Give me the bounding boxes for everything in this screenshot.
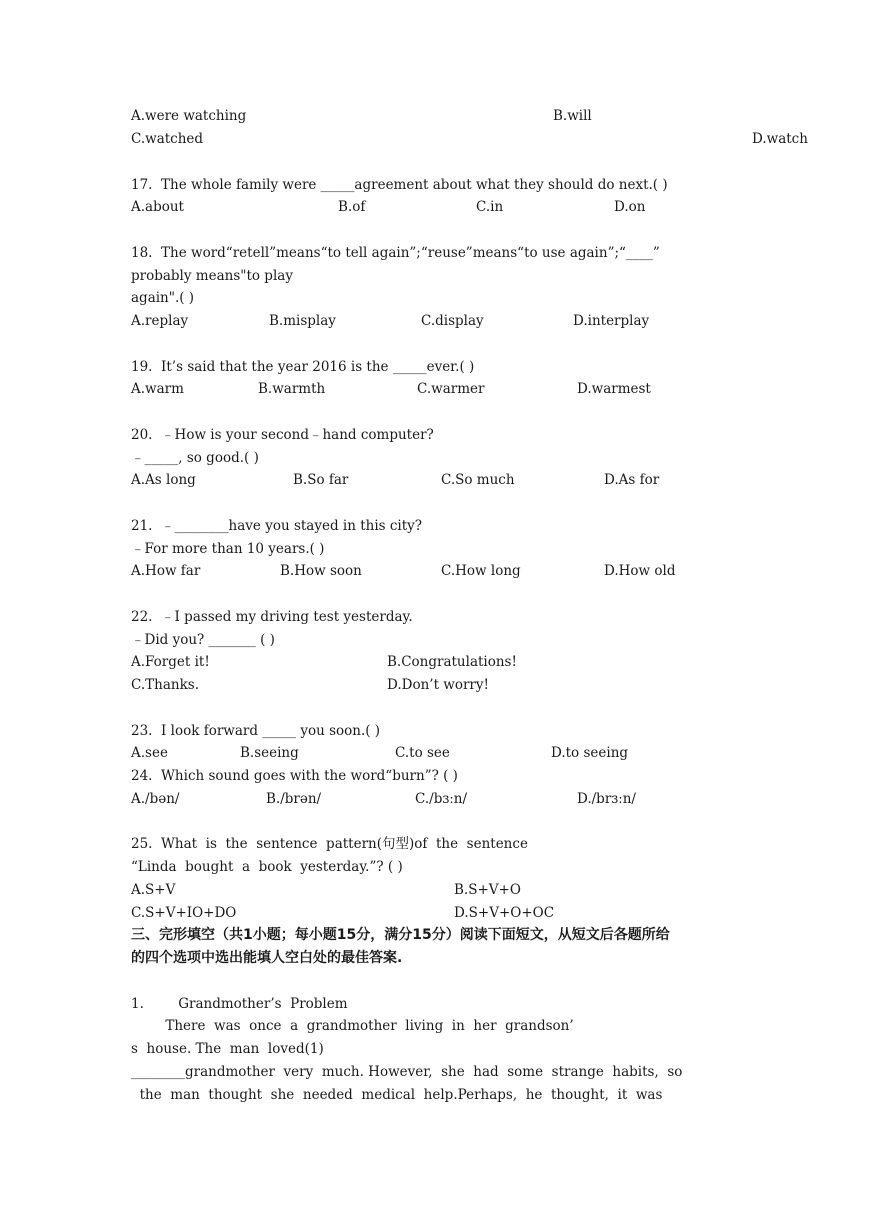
- q22-stem-line1: 22. ﹣I passed my driving test yesterday.: [131, 609, 413, 625]
- q18-stem-line3: again".( ): [131, 290, 195, 306]
- q16-option-c: C.watched: [131, 131, 204, 147]
- q19-option-d: D.warmest: [577, 381, 651, 397]
- q25-option-d: D.S+V+O+OC: [454, 905, 555, 921]
- q18-stem-line2: probably means"to play: [131, 268, 293, 284]
- q24-option-d: D./brɜːn/: [577, 791, 636, 807]
- q21-stem-line2: ﹣For more than 10 years.( ): [131, 541, 325, 557]
- q17-option-b: B.of: [338, 199, 366, 215]
- section-heading-line1: 三、完形填空（共1小题；每小题15分，满分15分）阅读下面短文，从短文后各题所给: [131, 927, 670, 943]
- q18-option-a: A.replay: [131, 313, 189, 329]
- q16-option-b: B.will: [553, 108, 592, 124]
- q20-option-a: A.As long: [131, 472, 196, 488]
- q20-option-d: D.As for: [604, 472, 660, 488]
- q17-option-c: C.in: [476, 199, 504, 215]
- q20-stem-line1: 20. ﹣How is your second﹣hand computer?: [131, 427, 434, 443]
- q25-option-b: B.S+V+O: [454, 882, 521, 898]
- q16-option-a: A.were watching: [131, 108, 247, 124]
- q22-stem-line2: ﹣Did you? _______ ( ): [131, 632, 275, 648]
- passage-title: 1. Grandmother’s Problem: [131, 996, 348, 1012]
- q20-option-b: B.So far: [293, 472, 349, 488]
- q19-option-c: C.warmer: [417, 381, 485, 397]
- q20-option-c: C.So much: [441, 472, 515, 488]
- passage-line: the man thought she needed medical help.Perhaps, he thought, it was: [131, 1087, 663, 1103]
- q23-stem: 23. I look forward _____ you soon.( ): [131, 723, 381, 739]
- q21-option-a: A.How far: [131, 563, 201, 579]
- q18-option-b: B.misplay: [269, 313, 336, 329]
- q25-option-c: C.S+V+IO+DO: [131, 905, 237, 921]
- passage-line: ________grandmother very much. However, she had some strange habits, so: [131, 1064, 683, 1080]
- q20-stem-line2: ﹣_____, so good.( ): [131, 450, 259, 466]
- q17-option-d: D.on: [614, 199, 646, 215]
- q22-option-a: A.Forget it!: [131, 654, 210, 670]
- q18-option-d: D.interplay: [573, 313, 650, 329]
- q25-stem-line1: 25. What is the sentence pattern(句型)of the sentence: [131, 836, 528, 852]
- q19-option-a: A.warm: [131, 381, 184, 397]
- passage-line: There was once a grandmother living in her grandson’: [131, 1018, 574, 1034]
- q18-stem-line1: 18. The word“retell”means“to tell again”;“reuse”means“to use again”;“____”: [131, 245, 660, 261]
- q17-option-a: A.about: [131, 199, 184, 215]
- q19-stem: 19. It’s said that the year 2016 is the _____ever.( ): [131, 359, 475, 375]
- q17-stem: 17. The whole family were _____agreement about what they should do next.( ): [131, 177, 668, 193]
- q21-option-d: D.How old: [604, 563, 676, 579]
- q23-option-b: B.seeing: [240, 745, 299, 761]
- q21-stem-line1: 21. ﹣________have you stayed in this city?: [131, 518, 423, 534]
- q23-option-d: D.to seeing: [551, 745, 629, 761]
- q23-option-c: C.to see: [395, 745, 450, 761]
- q25-option-a: A.S+V: [131, 882, 176, 898]
- q16-option-d: D.watch: [752, 131, 808, 147]
- passage-line: s house. The man loved(1): [131, 1041, 324, 1057]
- q25-stem-line2: “Linda bought a book yesterday.”? ( ): [131, 859, 403, 875]
- q22-option-c: C.Thanks.: [131, 677, 199, 693]
- q22-option-d: D.Don’t worry!: [387, 677, 489, 693]
- q21-option-c: C.How long: [441, 563, 521, 579]
- q23-option-a: A.see: [131, 745, 168, 761]
- q24-option-b: B./brən/: [266, 791, 322, 807]
- q24-option-a: A./bən/: [131, 791, 180, 807]
- section-heading-line2: 的四个选项中选出能填人空白处的最佳答案.: [131, 950, 403, 966]
- q22-option-b: B.Congratulations!: [387, 654, 517, 670]
- q18-option-c: C.display: [421, 313, 484, 329]
- q19-option-b: B.warmth: [258, 381, 326, 397]
- q24-option-c: C./bɜːn/: [415, 791, 467, 807]
- q21-option-b: B.How soon: [280, 563, 362, 579]
- q24-stem: 24. Which sound goes with the word“burn”? ( ): [131, 768, 458, 784]
